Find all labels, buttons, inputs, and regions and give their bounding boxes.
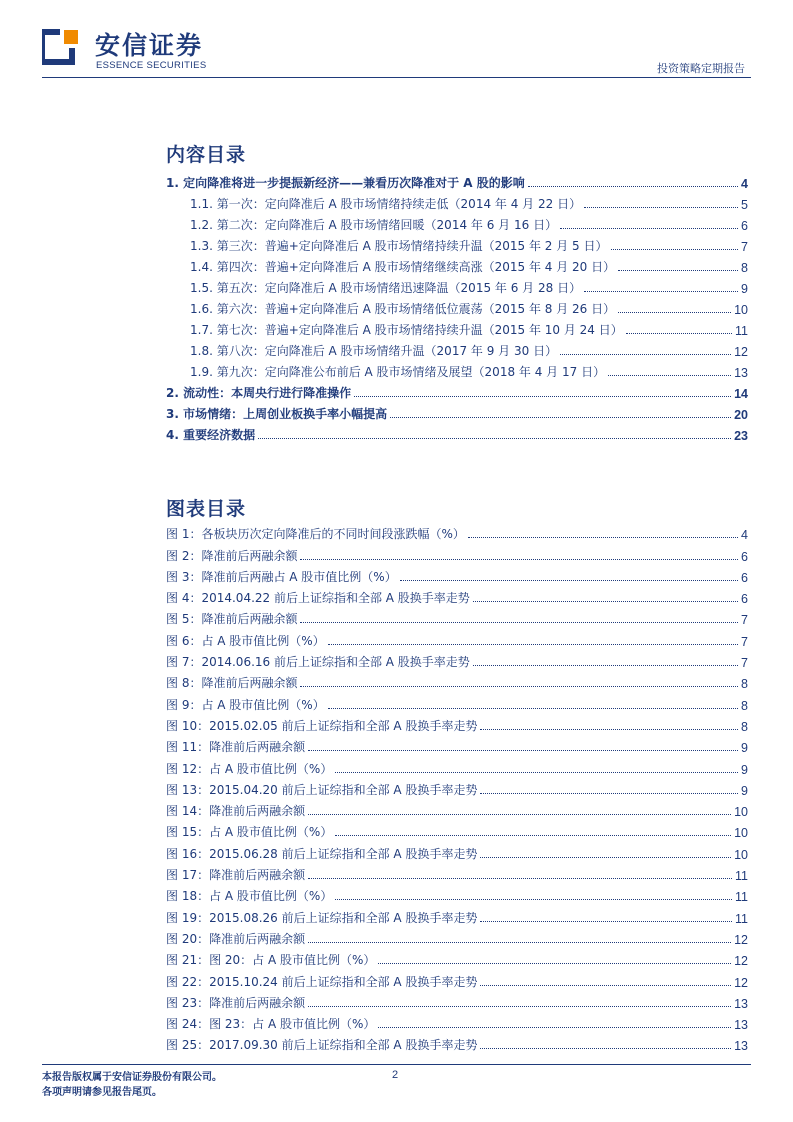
figure-entry-text: 图 13：2015.04.20 前后上证综指和全部 A 股换手率走势 bbox=[166, 782, 478, 797]
toc-entry-text: 2. 流动性：本周央行进行降准操作 bbox=[166, 386, 352, 400]
figure-entry-text: 图 18：占 A 股市值比例（%） bbox=[166, 889, 333, 904]
figure-entry-leader bbox=[335, 835, 731, 836]
figure-entry-text: 图 23：降准前后两融余额 bbox=[166, 995, 306, 1010]
toc-entry-page: 14 bbox=[734, 387, 748, 401]
header-divider bbox=[42, 77, 751, 78]
toc-entry-leader bbox=[608, 375, 731, 376]
toc-entry-leader bbox=[354, 396, 731, 397]
toc-entry-leader bbox=[618, 312, 731, 313]
figure-entry-page: 9 bbox=[741, 783, 748, 798]
figure-entry-page: 10 bbox=[734, 847, 748, 862]
figure-entry-leader bbox=[328, 708, 738, 709]
figure-entry[interactable] bbox=[166, 734, 748, 755]
toc-entry[interactable] bbox=[166, 401, 748, 422]
figure-entry-leader bbox=[378, 1027, 731, 1028]
figure-entry-leader bbox=[480, 793, 738, 794]
figure-entry-leader bbox=[328, 644, 738, 645]
toc-entry[interactable] bbox=[166, 191, 748, 212]
toc-entry-leader bbox=[560, 354, 731, 355]
figure-entry-leader bbox=[473, 601, 738, 602]
figure-entry-leader bbox=[480, 985, 731, 986]
toc-entry[interactable] bbox=[166, 254, 748, 275]
toc-entry-page: 5 bbox=[741, 198, 748, 212]
figure-entry-leader bbox=[480, 1048, 731, 1049]
toc-list bbox=[166, 170, 748, 443]
figure-entry[interactable] bbox=[166, 904, 748, 925]
toc-entry-text: 1.6. 第六次：普遍+定向降准后 A 股市场情绪低位震荡（2015 年 8 月 26 日） bbox=[190, 302, 616, 316]
toc-entry-page: 8 bbox=[741, 261, 748, 275]
toc-entry-leader bbox=[584, 207, 738, 208]
figure-entry-text: 图 8：降准前后两融余额 bbox=[166, 676, 298, 691]
figure-entry-text: 图 1：各板块历次定向降准后的不同时间段涨跌幅（%） bbox=[166, 527, 465, 542]
figure-entry[interactable] bbox=[166, 990, 748, 1011]
figure-entry-text: 图 14：降准前后两融余额 bbox=[166, 804, 306, 819]
toc-entry-page: 4 bbox=[741, 177, 748, 191]
figure-entry-text: 图 11：降准前后两融余额 bbox=[166, 740, 306, 755]
figure-entry-page: 11 bbox=[735, 911, 748, 926]
figure-entry[interactable] bbox=[166, 777, 748, 798]
figure-entry-leader bbox=[378, 963, 731, 964]
toc-entry-text: 1. 定向降准将进一步提振新经济——兼看历次降准对于 A 股的影响 bbox=[166, 176, 525, 190]
figure-entry-leader bbox=[480, 729, 738, 730]
figure-entry-page: 9 bbox=[741, 762, 748, 777]
toc-entry[interactable] bbox=[166, 338, 748, 359]
toc-entry-leader bbox=[611, 249, 739, 250]
toc-entry-page: 9 bbox=[741, 282, 748, 296]
toc-entry[interactable] bbox=[166, 359, 748, 380]
figure-entry-page: 11 bbox=[735, 869, 748, 884]
figure-entry-page: 10 bbox=[734, 805, 748, 820]
toc-title: 内容目录 bbox=[166, 144, 247, 166]
toc-entry[interactable] bbox=[166, 170, 748, 191]
figure-entry-leader bbox=[308, 814, 731, 815]
figure-entry[interactable] bbox=[166, 1011, 748, 1032]
toc-entry-page: 7 bbox=[741, 240, 748, 254]
figure-entry-text: 图 2：降准前后两融余额 bbox=[166, 548, 298, 563]
figure-entry-leader bbox=[300, 686, 738, 687]
report-type: 投资策略定期报告 bbox=[657, 62, 745, 75]
toc-entry-text: 1.5. 第五次：定向降准后 A 股市场情绪迅速降温（2015 年 6 月 28 日） bbox=[190, 281, 582, 295]
toc-entry-page: 10 bbox=[734, 303, 748, 317]
figure-entry[interactable] bbox=[166, 883, 748, 904]
toc-entry-text: 4. 重要经济数据 bbox=[166, 428, 256, 442]
figure-entry-text: 图 7：2014.06.16 前后上证综指和全部 A 股换手率走势 bbox=[166, 655, 470, 670]
figures-title: 图表目录 bbox=[166, 498, 247, 520]
copyright-notice: 本报告版权属于安信证券股份有限公司。 bbox=[42, 1072, 222, 1083]
figure-entry-page: 6 bbox=[741, 549, 748, 564]
figure-entry-text: 图 10：2015.02.05 前后上证综指和全部 A 股换手率走势 bbox=[166, 718, 478, 733]
figure-entry-leader bbox=[400, 580, 738, 581]
footer-divider bbox=[42, 1064, 751, 1065]
figure-entry-page: 13 bbox=[734, 1018, 748, 1033]
figure-entry-page: 8 bbox=[741, 677, 748, 692]
figure-entry-text: 图 9：占 A 股市值比例（%） bbox=[166, 697, 325, 712]
toc-entry-page: 20 bbox=[734, 408, 748, 422]
brand-name-en: ESSENCE SECURITIES bbox=[96, 60, 207, 71]
figure-entry[interactable] bbox=[166, 670, 748, 691]
figure-entry-leader bbox=[335, 899, 732, 900]
figure-entry-page: 12 bbox=[734, 975, 748, 990]
figure-entry[interactable] bbox=[166, 627, 748, 648]
toc-entry[interactable] bbox=[166, 212, 748, 233]
toc-entry[interactable] bbox=[166, 422, 748, 443]
figure-entry-leader bbox=[308, 942, 731, 943]
figure-entry-text: 图 25：2017.09.30 前后上证综指和全部 A 股换手率走势 bbox=[166, 1038, 478, 1053]
figure-entry-text: 图 15：占 A 股市值比例（%） bbox=[166, 825, 333, 840]
figure-entry-page: 7 bbox=[741, 613, 748, 628]
toc-entry-page: 13 bbox=[734, 366, 748, 380]
toc-entry-leader bbox=[528, 186, 738, 187]
toc-entry[interactable] bbox=[166, 233, 748, 254]
figure-entry[interactable] bbox=[166, 713, 748, 734]
figure-entry[interactable] bbox=[166, 926, 748, 947]
figure-entry-page: 13 bbox=[734, 1039, 748, 1054]
page-header bbox=[0, 0, 793, 80]
figure-entry-page: 8 bbox=[741, 719, 748, 734]
figure-entry-page: 4 bbox=[741, 528, 748, 543]
figure-entry-page: 12 bbox=[734, 932, 748, 947]
figure-entry[interactable] bbox=[166, 1032, 748, 1053]
toc-entry[interactable] bbox=[166, 317, 748, 338]
figure-entry-page: 13 bbox=[734, 996, 748, 1011]
figure-entry[interactable] bbox=[166, 542, 748, 563]
company-logo-icon bbox=[42, 28, 80, 66]
toc-entry-leader bbox=[560, 228, 738, 229]
figure-entry-leader bbox=[300, 559, 738, 560]
figure-entry-page: 11 bbox=[735, 890, 748, 905]
figure-entry[interactable] bbox=[166, 521, 748, 542]
toc-entry-leader bbox=[390, 417, 731, 418]
toc-entry-text: 1.9. 第九次：定向降准公布前后 A 股市场情绪及展望（2018 年 4 月 17 日） bbox=[190, 365, 606, 379]
figure-entry-leader bbox=[308, 1006, 731, 1007]
toc-entry[interactable] bbox=[166, 380, 748, 401]
figure-entry-text: 图 19：2015.08.26 前后上证综指和全部 A 股换手率走势 bbox=[166, 910, 478, 925]
figure-entry-page: 8 bbox=[741, 698, 748, 713]
toc-entry-page: 6 bbox=[741, 219, 748, 233]
figure-entry-text: 图 16：2015.06.28 前后上证综指和全部 A 股换手率走势 bbox=[166, 846, 478, 861]
toc-entry-leader bbox=[584, 291, 738, 292]
figure-entry-page: 7 bbox=[741, 656, 748, 671]
figure-entry-text: 图 4：2014.04.22 前后上证综指和全部 A 股换手率走势 bbox=[166, 591, 470, 606]
figure-entry[interactable] bbox=[166, 947, 748, 968]
figure-entry-leader bbox=[473, 665, 738, 666]
figure-entry[interactable] bbox=[166, 968, 748, 989]
figure-entry[interactable] bbox=[166, 798, 748, 819]
toc-entry[interactable] bbox=[166, 275, 748, 296]
disclaimer-notice: 各项声明请参见报告尾页。 bbox=[42, 1087, 162, 1098]
figure-entry-page: 6 bbox=[741, 570, 748, 585]
figure-entry[interactable] bbox=[166, 819, 748, 840]
toc-entry-text: 1.4. 第四次：普遍+定向降准后 A 股市场情绪继续高涨（2015 年 4 月 20 日） bbox=[190, 260, 616, 274]
toc-entry-text: 3. 市场情绪：上周创业板换手率小幅提高 bbox=[166, 407, 388, 421]
figure-entry-text: 图 17：降准前后两融余额 bbox=[166, 868, 306, 883]
figure-entry-page: 10 bbox=[734, 826, 748, 841]
figure-entry-page: 7 bbox=[741, 634, 748, 649]
figure-entry-leader bbox=[300, 622, 738, 623]
toc-entry-text: 1.8. 第八次：定向降准后 A 股市场情绪升温（2017 年 9 月 30 日） bbox=[190, 344, 558, 358]
figure-entry-text: 图 3：降准前后两融占 A 股市值比例（%） bbox=[166, 569, 397, 584]
footer-notes bbox=[42, 1070, 222, 1100]
figure-entry[interactable] bbox=[166, 564, 748, 585]
toc-entry-text: 1.2. 第二次：定向降准后 A 股市场情绪回暖（2014 年 6 月 16 日） bbox=[190, 218, 558, 232]
figure-entry[interactable] bbox=[166, 649, 748, 670]
figure-entry-text: 图 20：降准前后两融余额 bbox=[166, 931, 306, 946]
figure-entry-text: 图 6：占 A 股市值比例（%） bbox=[166, 633, 325, 648]
figure-entry[interactable] bbox=[166, 755, 748, 776]
toc-entry-text: 1.1. 第一次：定向降准后 A 股市场情绪持续走低（2014 年 4 月 22 日） bbox=[190, 197, 582, 211]
figure-entry-page: 6 bbox=[741, 592, 748, 607]
toc-entry-leader bbox=[618, 270, 738, 271]
toc-entry-text: 1.7. 第七次：普遍+定向降准后 A 股市场情绪持续升温（2015 年 10 月 24 日） bbox=[190, 323, 623, 337]
toc-entry-page: 12 bbox=[734, 345, 748, 359]
figure-entry-leader bbox=[480, 857, 731, 858]
toc-entry[interactable] bbox=[166, 296, 748, 317]
figures-list bbox=[166, 521, 748, 1053]
figure-entry-leader bbox=[308, 750, 738, 751]
figure-entry-text: 图 22：2015.10.24 前后上证综指和全部 A 股换手率走势 bbox=[166, 974, 478, 989]
figure-entry[interactable] bbox=[166, 862, 748, 883]
figure-entry[interactable] bbox=[166, 606, 748, 627]
toc-entry-page: 11 bbox=[735, 324, 748, 338]
figure-entry-leader bbox=[480, 921, 732, 922]
figure-entry-text: 图 24：图 23：占 A 股市值比例（%） bbox=[166, 1017, 376, 1032]
figure-entry-text: 图 5：降准前后两融余额 bbox=[166, 612, 298, 627]
figure-entry-leader bbox=[468, 537, 738, 538]
figure-entry-page: 12 bbox=[734, 954, 748, 969]
toc-entry-leader bbox=[258, 438, 731, 439]
figure-entry-text: 图 21：图 20：占 A 股市值比例（%） bbox=[166, 953, 376, 968]
figure-entry[interactable] bbox=[166, 691, 748, 712]
toc-entry-page: 23 bbox=[734, 429, 748, 443]
toc-entry-text: 1.3. 第三次：普遍+定向降准后 A 股市场情绪持续升温（2015 年 2 月 5 日） bbox=[190, 239, 608, 253]
figure-entry-leader bbox=[308, 878, 732, 879]
figure-entry[interactable] bbox=[166, 840, 748, 861]
figure-entry-page: 9 bbox=[741, 741, 748, 756]
figure-entry[interactable] bbox=[166, 585, 748, 606]
figure-entry-leader bbox=[335, 772, 738, 773]
figure-entry-text: 图 12：占 A 股市值比例（%） bbox=[166, 761, 333, 776]
toc-entry-leader bbox=[626, 333, 732, 334]
page-number: 2 bbox=[392, 1069, 399, 1081]
brand-name-cn: 安信证券 bbox=[95, 31, 204, 60]
